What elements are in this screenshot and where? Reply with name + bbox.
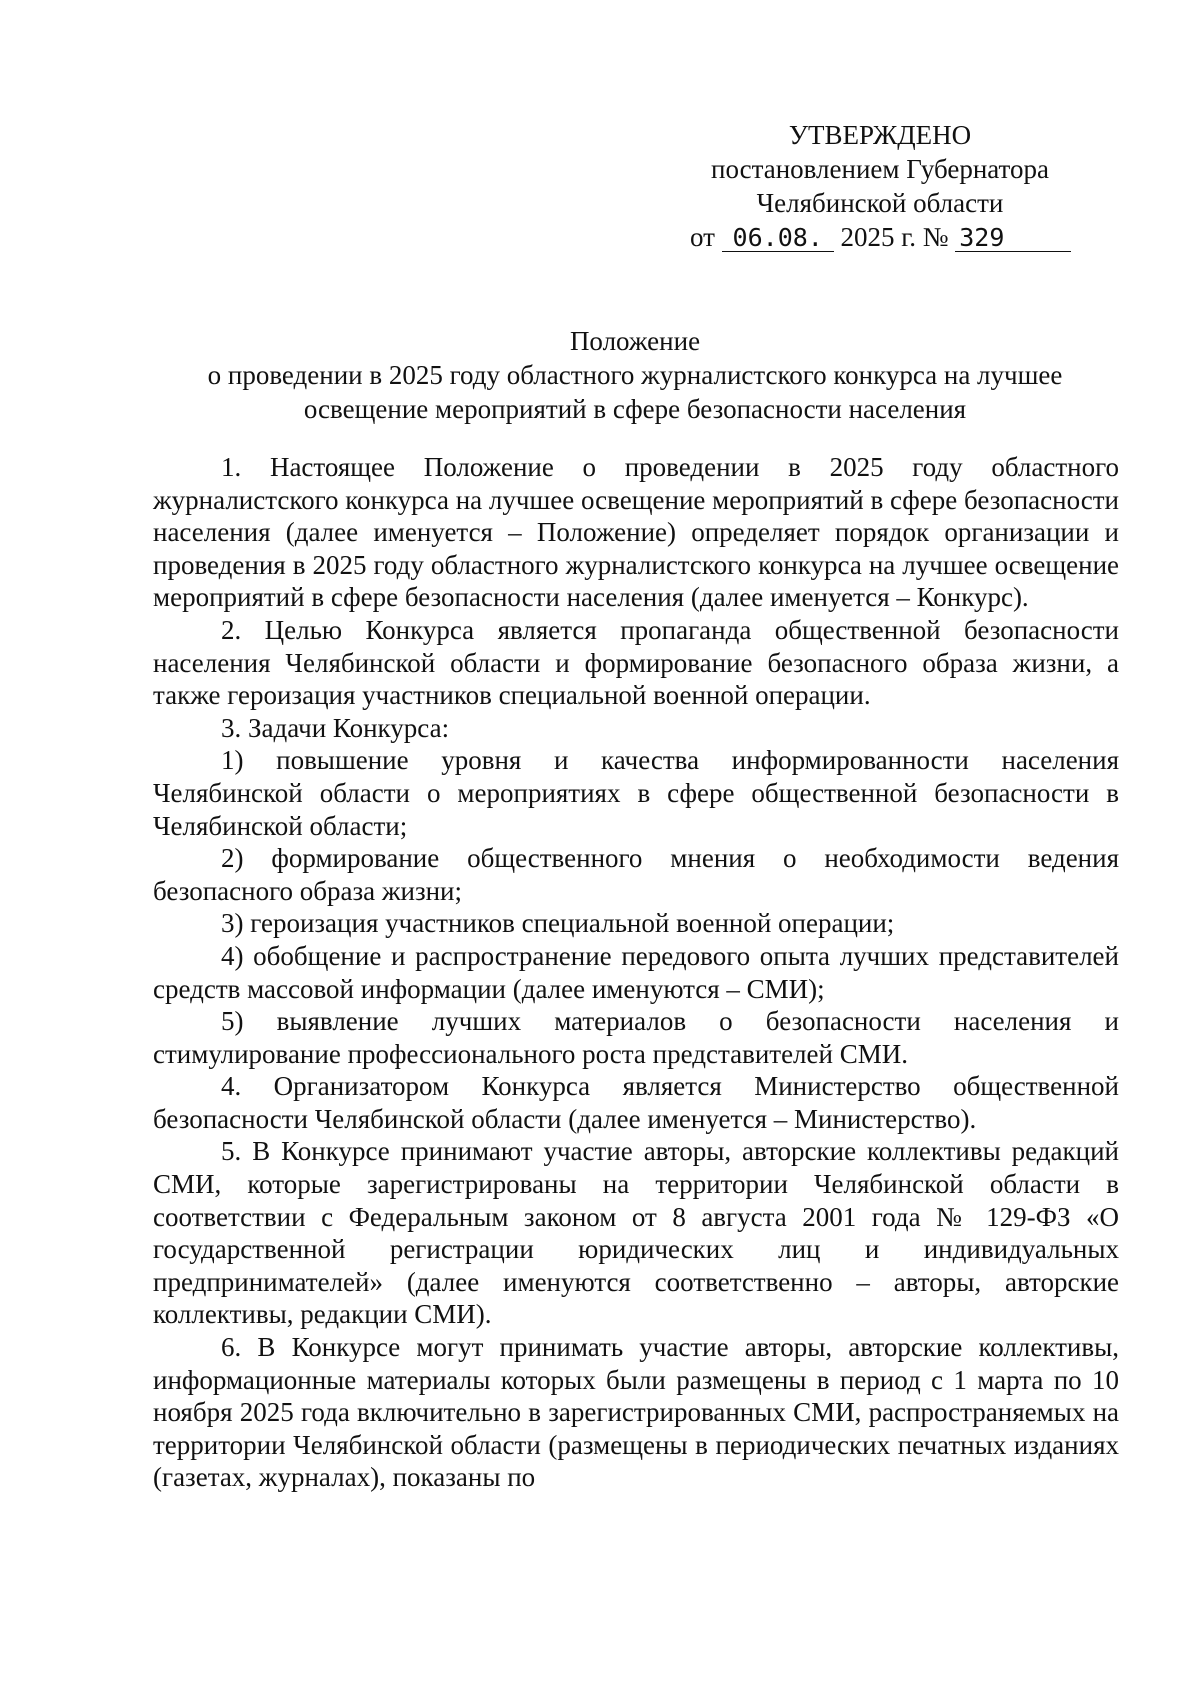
decree-date-line	[690, 220, 1071, 254]
task-item-2: 2) формирование общественного мнения о необходимости ведения безопасного образа жизни;	[153, 843, 1119, 906]
decree-number-value: 329	[955, 225, 1071, 252]
document-heading: Положение	[569, 326, 701, 356]
document-title-block	[150, 324, 1120, 426]
approved-by-line: постановлением Губернатора	[711, 154, 1049, 184]
decree-date-value: 06.08.	[722, 225, 834, 252]
paragraph-1: 1. Настоящее Положение о проведении в 2025 году областного журналистского конкурса на лучшее освещение мероприятий в сфере безопасности населения (далее именуется – Положение) определяет порядок организации и проведения в 2025 году областного журналистского конкурса на лучшее освещение мероприятий в сфере безопасности населения (далее именуется – Конкурс).	[153, 452, 1119, 613]
task-item-5: 5) выявление лучших материалов о безопасности населения и стимулирование профессионального роста представителей СМИ.	[153, 1006, 1119, 1069]
region-line: Челябинской области	[756, 188, 1004, 218]
task-item-4: 4) обобщение и распространение передового опыта лучших представителей средств массовой информации (далее именуются – СМИ);	[153, 940, 1119, 1004]
document-subtitle-line-2: освещение мероприятий в сфере безопасности населения	[303, 394, 967, 424]
paragraph-4: 4. Организатором Конкурса является Министерство общественной безопасности Челябинской области (далее именуется – Министерство).	[153, 1071, 1119, 1134]
approved-stamp-title: УТВЕРЖДЕНО	[788, 120, 972, 150]
document-body	[153, 451, 1119, 1494]
task-item-1: 1) повышение уровня и качества информированности населения Челябинской области о мероприятиях в сфере общественной безопасности в Челябинской области;	[153, 745, 1119, 841]
paragraph-3: 3. Задачи Конкурса:	[221, 712, 450, 743]
paragraph-5: 5. В Конкурсе принимают участие авторы, авторские коллективы редакций СМИ, которые зарегистрированы на территории Челябинской области в соответствии с Федеральным законом от 8 августа 2001 года № 129-ФЗ «О государственной регистрации юридических лиц и индивидуальных предпринимателей» (далее именуются соответственно – авторы, авторские коллективы, редакции СМИ).	[153, 1136, 1119, 1330]
document-subtitle-line-1: о проведении в 2025 году областного журналистского конкурса на лучшее	[207, 360, 1063, 390]
date-prefix: от	[690, 222, 715, 252]
task-item-3: 3) героизация участников специальной военной операции;	[221, 908, 895, 939]
paragraph-6: 6. В Конкурсе могут принимать участие авторы, авторские коллективы, информационные материалы которых были размещены в период с 1 марта по 10 ноября 2025 года включительно в зарегистрированных СМИ, распространяемых на территории Челябинской области (размещены в периодических печатных изданиях (газетах, журналах), показаны по	[153, 1332, 1119, 1493]
approval-block	[640, 118, 1120, 252]
paragraph-2: 2. Целью Конкурса является пропаганда общественной безопасности населения Челябинской области и формирование безопасного образа жизни, а также героизация участников специальной военной операции.	[153, 614, 1119, 711]
decree-year-number-label: 2025 г. №	[840, 222, 949, 252]
